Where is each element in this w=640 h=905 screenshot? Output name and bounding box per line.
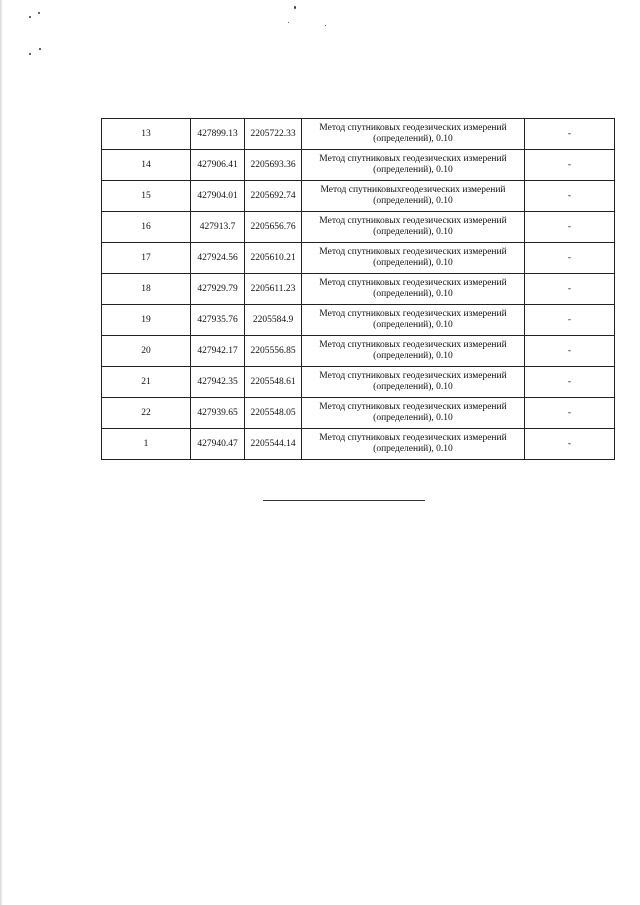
coordinate-y: 2205693.36 xyxy=(245,150,302,181)
table-row xyxy=(102,398,615,429)
method-description: Метод спутниковых геодезических измерений (определений), 0.10 xyxy=(302,119,525,150)
empty-dash: - xyxy=(525,429,615,460)
scan-speck xyxy=(29,16,31,18)
coordinate-y: 2205584.9 xyxy=(245,305,302,336)
coordinate-y: 2205611.23 xyxy=(245,274,302,305)
scan-edge xyxy=(0,0,3,905)
point-number: 21 xyxy=(102,367,191,398)
empty-dash: - xyxy=(525,119,615,150)
point-number: 22 xyxy=(102,398,191,429)
coordinate-y: 2205548.05 xyxy=(245,398,302,429)
method-description: Метод спутниковых геодезических измерений (определений), 0.10 xyxy=(302,150,525,181)
method-description: Метод спутниковых геодезических измерений (определений), 0.10 xyxy=(302,305,525,336)
empty-dash: - xyxy=(525,181,615,212)
coordinate-y: 2205692.74 xyxy=(245,181,302,212)
table-row xyxy=(102,429,615,460)
scan-speck xyxy=(294,6,296,9)
end-of-table-rule xyxy=(263,500,425,501)
coordinate-y: 2205610.21 xyxy=(245,243,302,274)
coordinate-x: 427942.35 xyxy=(191,367,245,398)
coordinates-table xyxy=(101,118,615,460)
method-description: Метод спутниковыхгеодезических измерений (определений), 0.10 xyxy=(302,181,525,212)
table-row xyxy=(102,181,615,212)
coordinate-y: 2205548.61 xyxy=(245,367,302,398)
scan-speck xyxy=(39,48,41,50)
method-description: Метод спутниковых геодезических измерений (определений), 0.10 xyxy=(302,274,525,305)
empty-dash: - xyxy=(525,367,615,398)
coordinate-x: 427939.65 xyxy=(191,398,245,429)
scan-speck xyxy=(29,53,31,55)
table-row xyxy=(102,305,615,336)
scan-speck xyxy=(288,22,289,23)
point-number: 17 xyxy=(102,243,191,274)
scan-speck xyxy=(325,25,326,26)
coordinate-x: 427906.41 xyxy=(191,150,245,181)
method-description: Метод спутниковых геодезических измерений (определений), 0.10 xyxy=(302,398,525,429)
point-number: 13 xyxy=(102,119,191,150)
coordinate-y: 2205544.14 xyxy=(245,429,302,460)
table-row xyxy=(102,274,615,305)
empty-dash: - xyxy=(525,336,615,367)
scan-speck xyxy=(38,12,40,14)
point-number: 16 xyxy=(102,212,191,243)
coordinate-y: 2205556.85 xyxy=(245,336,302,367)
coordinate-x: 427913.7 xyxy=(191,212,245,243)
coordinate-x: 427924.56 xyxy=(191,243,245,274)
point-number: 20 xyxy=(102,336,191,367)
empty-dash: - xyxy=(525,243,615,274)
empty-dash: - xyxy=(525,305,615,336)
table-row xyxy=(102,336,615,367)
point-number: 14 xyxy=(102,150,191,181)
empty-dash: - xyxy=(525,150,615,181)
method-description: Метод спутниковых геодезических измерений (определений), 0.10 xyxy=(302,212,525,243)
coordinate-x: 427940.47 xyxy=(191,429,245,460)
point-number: 1 xyxy=(102,429,191,460)
table-row xyxy=(102,119,615,150)
method-description: Метод спутниковых геодезических измерений (определений), 0.10 xyxy=(302,429,525,460)
method-description: Метод спутниковых геодезических измерений (определений), 0.10 xyxy=(302,336,525,367)
empty-dash: - xyxy=(525,274,615,305)
table-row xyxy=(102,212,615,243)
coordinate-x: 427904.01 xyxy=(191,181,245,212)
empty-dash: - xyxy=(525,398,615,429)
table-row xyxy=(102,150,615,181)
coordinate-x: 427935.76 xyxy=(191,305,245,336)
table-row xyxy=(102,367,615,398)
empty-dash: - xyxy=(525,212,615,243)
coordinate-x: 427899.13 xyxy=(191,119,245,150)
coordinate-y: 2205722.33 xyxy=(245,119,302,150)
table-row xyxy=(102,243,615,274)
method-description: Метод спутниковых геодезических измерений (определений), 0.10 xyxy=(302,243,525,274)
point-number: 18 xyxy=(102,274,191,305)
point-number: 19 xyxy=(102,305,191,336)
point-number: 15 xyxy=(102,181,191,212)
coordinate-y: 2205656.76 xyxy=(245,212,302,243)
coordinate-x: 427942.17 xyxy=(191,336,245,367)
method-description: Метод спутниковых геодезических измерений (определений), 0.10 xyxy=(302,367,525,398)
coordinate-x: 427929.79 xyxy=(191,274,245,305)
